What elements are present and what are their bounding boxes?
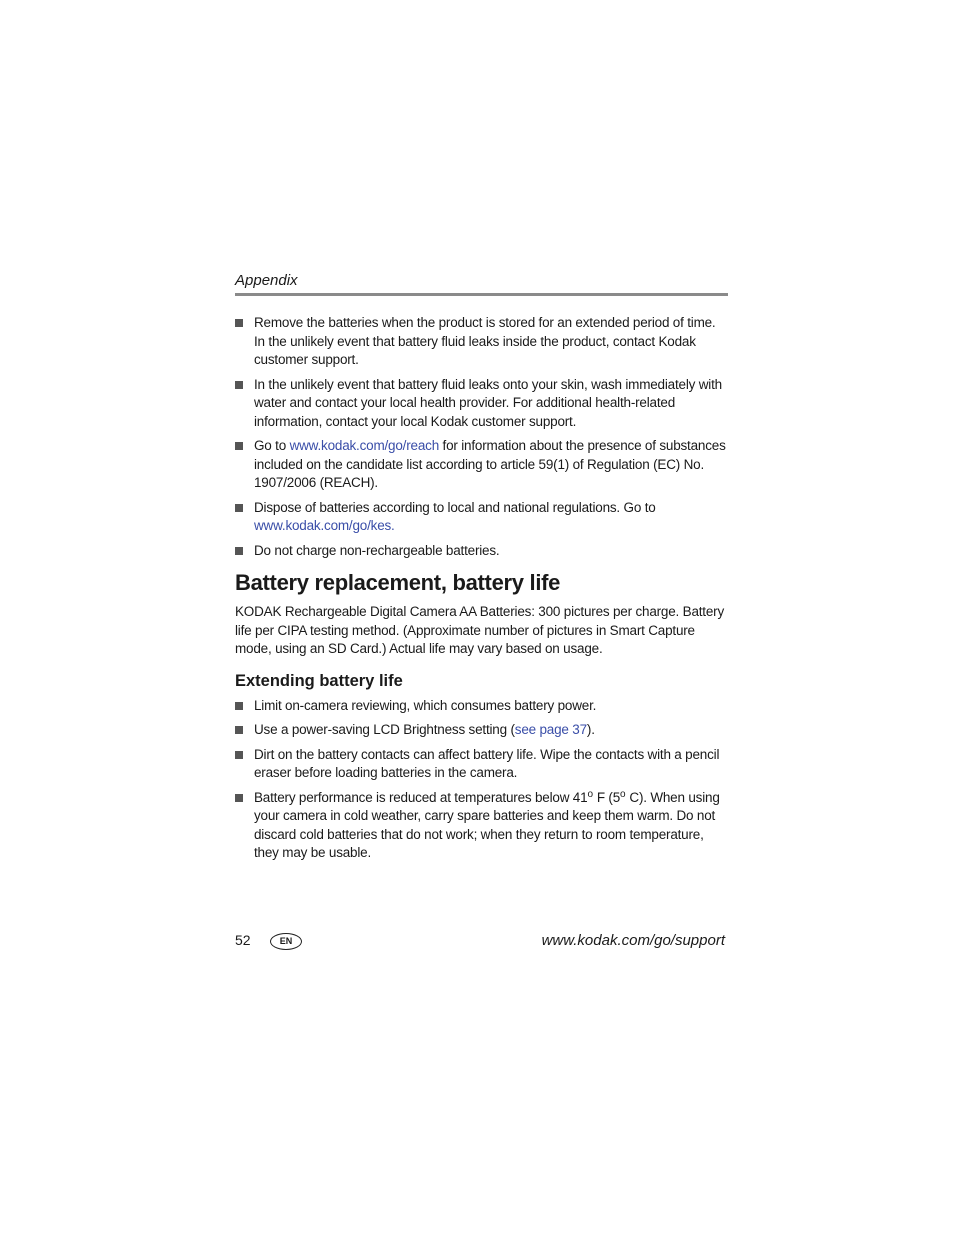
list-item <box>235 314 728 370</box>
list-item-text: Do not charge non-rechargeable batteries. <box>254 542 500 558</box>
list-item-text: Dirt on the battery contacts can affect battery life. Wipe the contacts with a pencil eraser before loading batteries in the camera. <box>254 746 720 780</box>
list-item <box>235 542 728 561</box>
square-bullet-icon <box>235 381 243 389</box>
degree-mark: o <box>587 788 593 800</box>
list-item-text-mid: F (5 <box>596 789 621 805</box>
list-item <box>235 721 728 740</box>
list-item-text-pre: Dispose of batteries according to local and national regulations. Go to <box>254 499 656 515</box>
list-item-text: In the unlikely event that battery fluid leaks onto your skin, wash immediately with water and contact your local health provider. For additional health-related information, contact your local Kodak customer support. <box>254 376 722 429</box>
page-content <box>235 270 728 869</box>
square-bullet-icon <box>235 726 243 734</box>
list-item <box>235 697 728 716</box>
list-item-text-post: ). <box>586 722 595 737</box>
square-bullet-icon <box>235 751 243 759</box>
footer-url: www.kodak.com/go/support <box>541 932 725 949</box>
kes-link[interactable]: www.kodak.com/go/kes. <box>254 518 395 533</box>
list-item <box>235 746 728 783</box>
page-number: 52 <box>235 932 251 948</box>
square-bullet-icon <box>235 442 243 450</box>
square-bullet-icon <box>235 504 243 512</box>
list-item-text: Remove the batteries when the product is stored for an extended period of time. In the unlikely event that battery fluid leaks inside the product, contact Kodak customer support. <box>254 315 716 367</box>
see-page-link[interactable]: see page 37 <box>514 722 587 737</box>
battery-tips-list <box>235 697 728 863</box>
section-paragraph: KODAK Rechargeable Digital Camera AA Batteries: 300 pictures per charge. Battery life per CIPA testing method. (Approximate number of pictures in Smart Capture mode, using an SD Card.) Actual life may vary based on usage. <box>235 604 725 656</box>
list-item-text: Limit on-camera reviewing, which consumes battery power. <box>254 697 597 713</box>
square-bullet-icon <box>235 702 243 710</box>
list-item-text-pre: Battery performance is reduced at temperatures below 41 <box>254 789 588 805</box>
list-item <box>235 376 728 432</box>
list-item-text-pre: Use a power-saving LCD Brightness setting ( <box>254 722 515 737</box>
section-title: Battery replacement, battery life <box>235 570 561 595</box>
list-item-text-pre: Go to <box>254 438 290 453</box>
safety-bullet-list <box>235 314 728 560</box>
subsection-title: Extending battery life <box>235 671 403 690</box>
square-bullet-icon <box>235 794 243 802</box>
degree-mark: o <box>620 788 626 800</box>
header-rule <box>235 293 728 296</box>
list-item-text-post: for information about the presence of substances included on the candidate list according to article 59(1) of Regulation (EC) No. 1907/2006 (REACH). <box>254 438 726 490</box>
square-bullet-icon <box>235 319 243 327</box>
reach-link[interactable]: www.kodak.com/go/reach <box>289 438 439 453</box>
list-item <box>235 789 728 863</box>
language-badge: EN <box>270 933 302 950</box>
square-bullet-icon <box>235 547 243 555</box>
list-item <box>235 499 728 536</box>
running-header: Appendix <box>235 272 298 289</box>
page-footer <box>235 929 725 953</box>
list-item <box>235 437 728 493</box>
list-item-text-post: C). When using your camera in cold weather, carry spare batteries and keep them warm. Do not discard cold batteries that do not work; when they return to room temperature, they may be usable. <box>254 789 720 860</box>
